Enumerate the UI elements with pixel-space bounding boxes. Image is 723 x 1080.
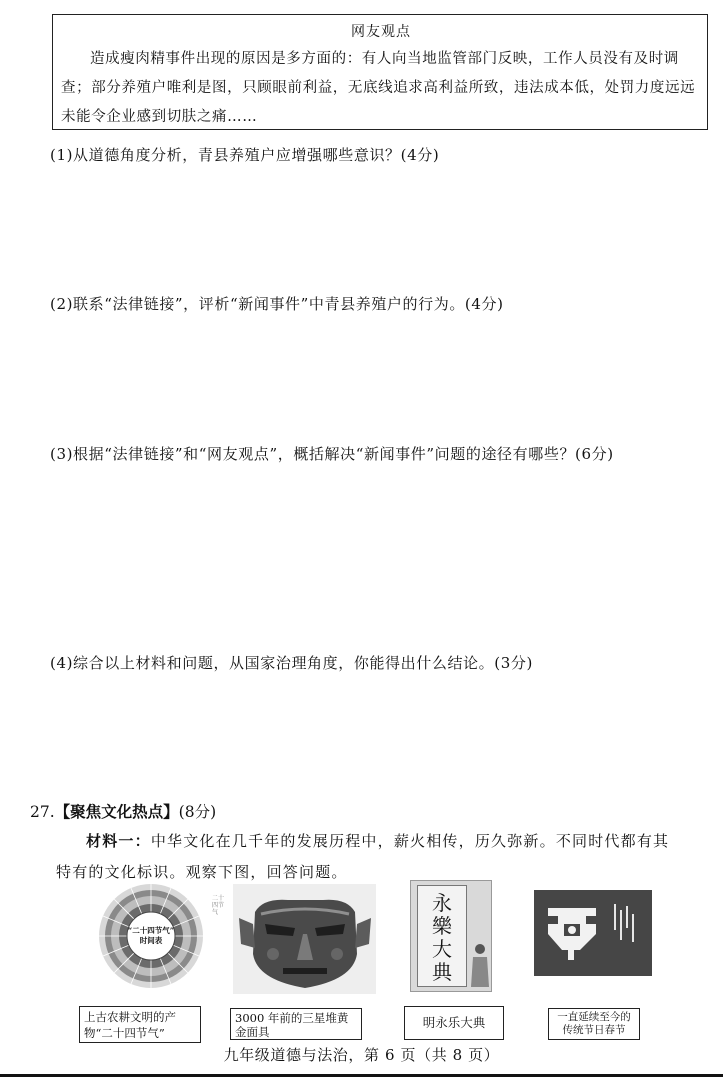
yongle-caption: 明永乐大典 — [404, 1006, 504, 1040]
solar-terms-image — [76, 880, 226, 990]
material-text-1: 中华文化在几千年的发展历程中，薪火相传，历久弥新。不同时代都有其 — [150, 832, 670, 850]
solar-terms-side-text: 二十四节气 — [212, 895, 225, 916]
material-lead: 材料一： — [86, 832, 151, 850]
page-footer: 九年级道德与法治，第 6 页（共 8 页） — [223, 1046, 500, 1064]
solar-terms-center-line1: “二十四节气” — [127, 926, 175, 935]
question-3: (3)根据“法律链接”和“网友观点”，概括解决“新闻事件”问题的途径有哪些？(6分) — [50, 445, 614, 463]
material-one — [56, 826, 712, 888]
yongle-char-4: 典 — [432, 960, 452, 984]
yongle-title-strip — [417, 885, 467, 987]
question-score: (8分) — [178, 803, 217, 821]
question-27-heading — [30, 800, 216, 822]
yongle-encyclopedia-image — [410, 880, 492, 992]
scholar-figure-icon — [469, 941, 491, 989]
opinion-box — [52, 14, 708, 130]
solar-terms-wheel-graphic — [76, 880, 226, 990]
yongle-char-1: 永 — [432, 891, 452, 915]
yongle-char-2: 樂 — [432, 914, 452, 938]
opinion-box-title: 网友观点 — [351, 24, 411, 40]
question-title: 【聚焦文化热点】 — [54, 802, 179, 821]
question-2: (2)联系“法律链接”，评析“新闻事件”中青县养殖户的行为。(4分) — [50, 295, 504, 313]
opinion-box-text: 造成瘦肉精事件出现的原因是多方面的：有人向当地监管部门反映，工作人员没有及时调查；部分养殖户唯利是图，只顾眼前利益，无底线追求高利益所致，违法成本低，处罚力度远远未能令企业感到切肤之痛…… — [61, 51, 696, 125]
gold-mask-graphic — [233, 884, 376, 994]
yongle-char-3: 大 — [432, 937, 452, 961]
question-1: (1)从道德角度分析，青县养殖户应增强哪些意识？(4分) — [50, 146, 440, 164]
material-text-2: 特有的文化标识。观察下图，回答问题。 — [56, 863, 348, 881]
solar-terms-center-line2: 时间表 — [139, 936, 163, 945]
question-4: (4)综合以上材料和问题，从国家治理角度，你能得出什么结论。(3分) — [50, 654, 533, 672]
question-number: 27. — [30, 803, 55, 821]
gold-mask-caption: 3000 年前的三星堆黄金面具 — [230, 1008, 362, 1040]
spring-festival-caption: 一直延续至今的传统节日春节 — [548, 1008, 640, 1040]
yongle-title — [418, 892, 466, 984]
spring-festival-image — [534, 890, 652, 976]
spring-festival-graphic — [534, 890, 652, 976]
gold-mask-image — [233, 884, 376, 994]
bottom-rule — [0, 1074, 723, 1077]
solar-terms-caption: 上古农耕文明的产物“二十四节气” — [79, 1006, 201, 1043]
